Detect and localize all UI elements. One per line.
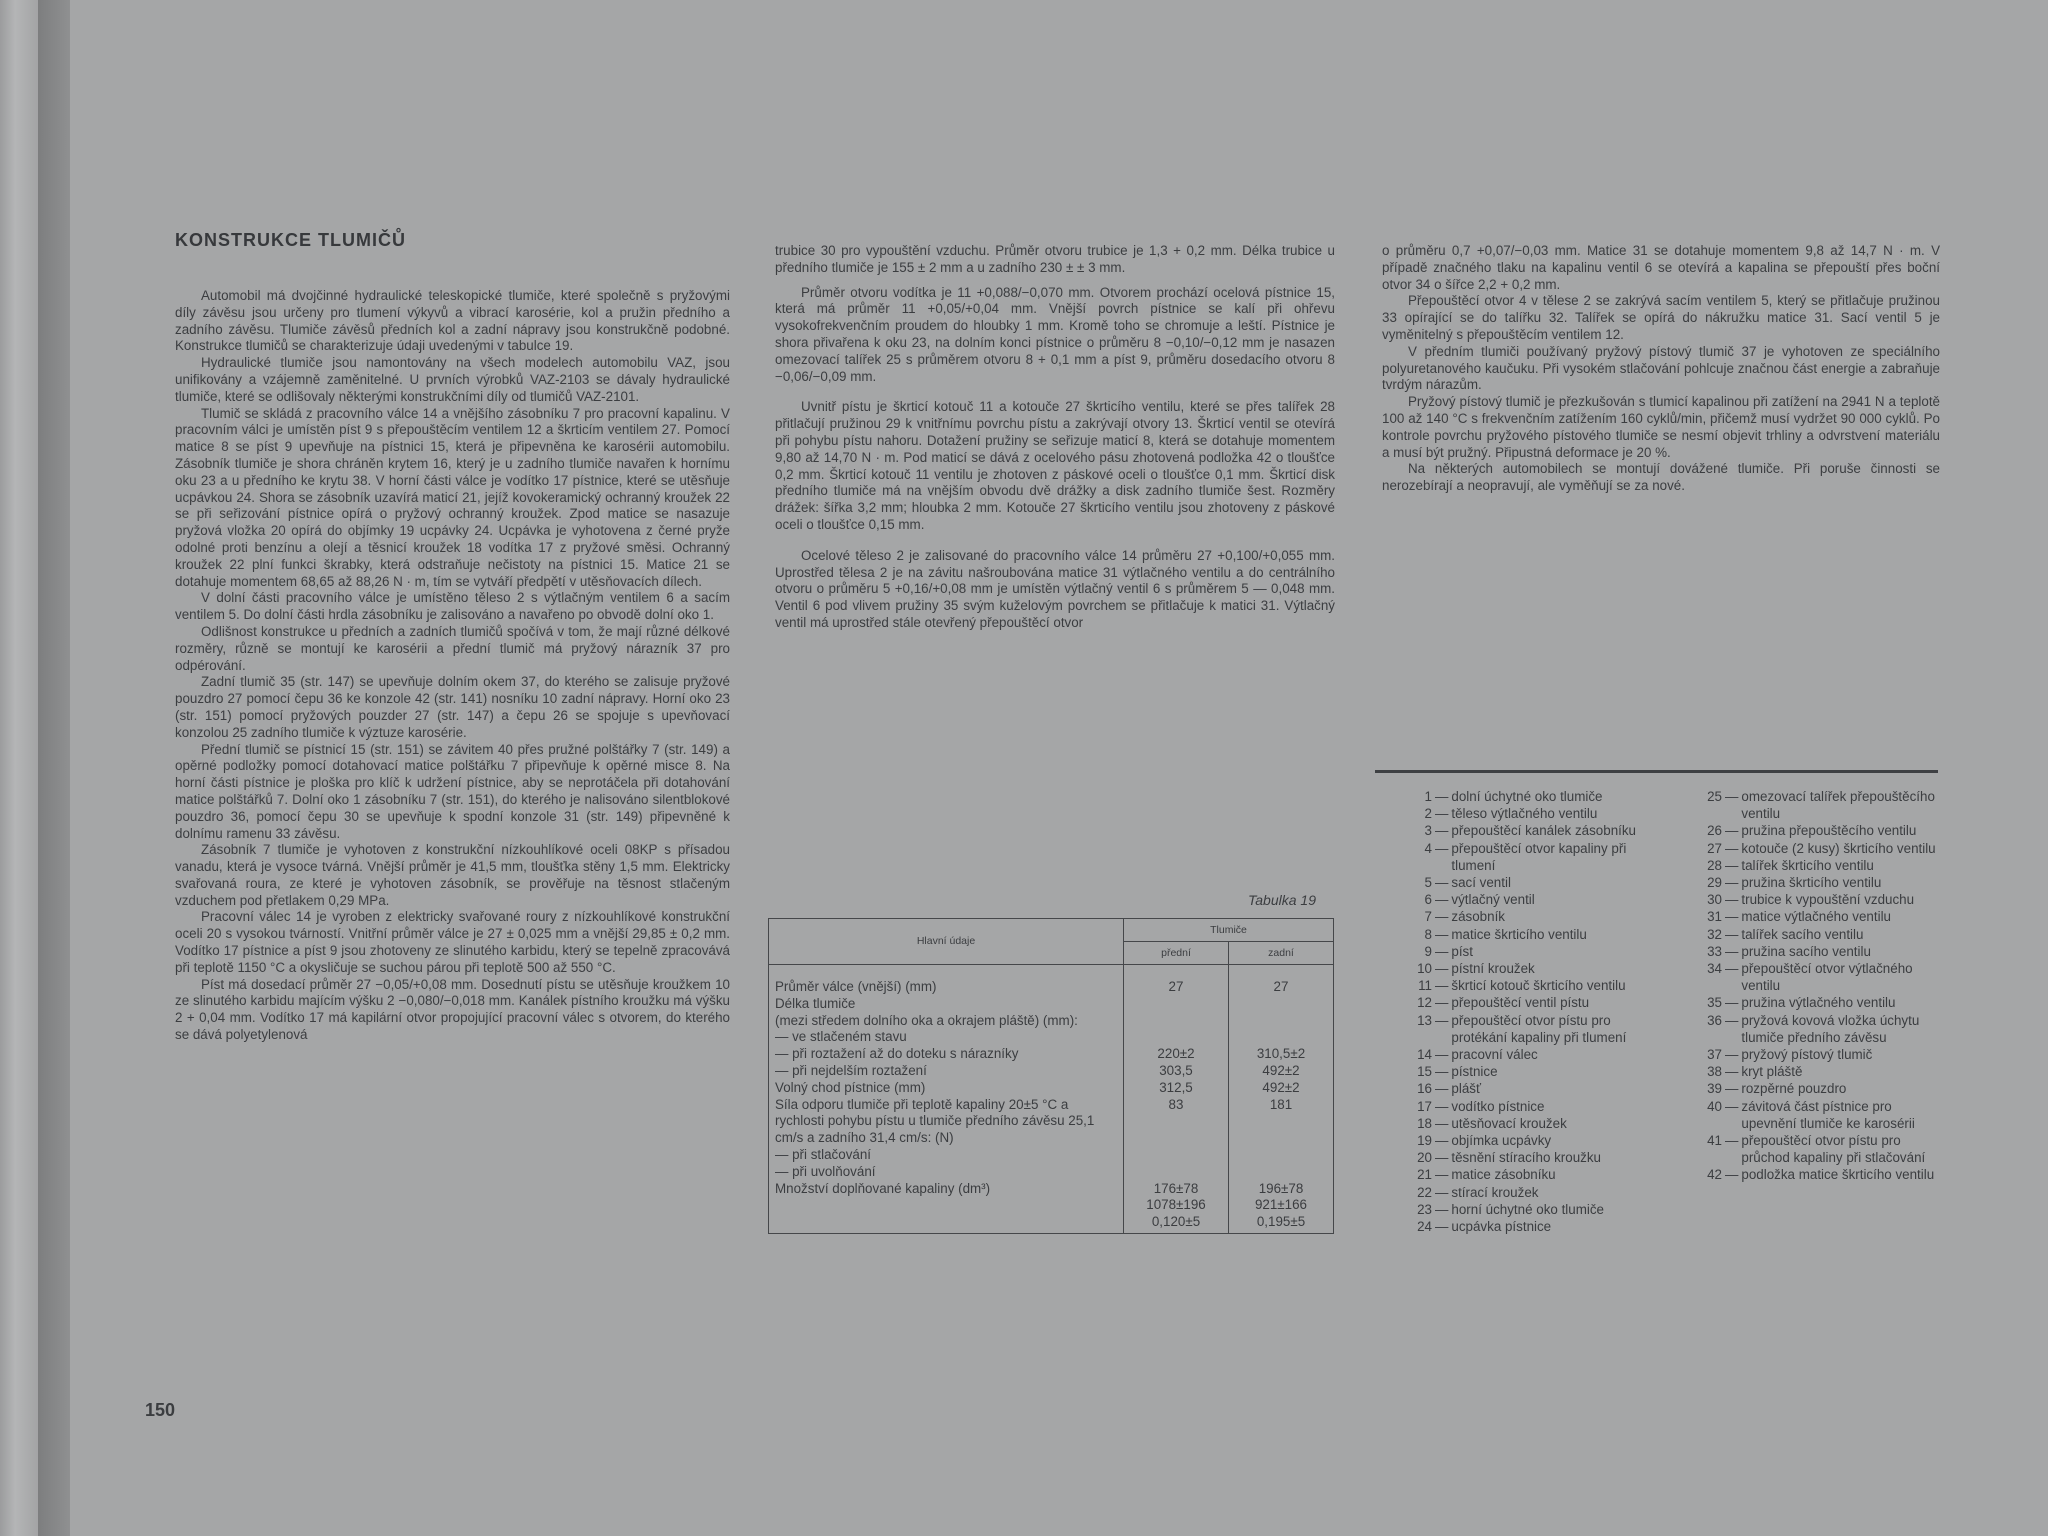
legend-item: [1370, 1166, 1655, 1183]
legend-dash: —: [1725, 926, 1739, 942]
legend-item: [1370, 788, 1655, 805]
legend-item: [1370, 1149, 1655, 1166]
legend-number: 7: [1424, 909, 1432, 925]
legend-number: 32: [1707, 926, 1722, 942]
legend-item: [1660, 788, 1942, 822]
legend-dash: —: [1435, 961, 1449, 977]
legend-item: [1370, 1063, 1655, 1080]
legend-item: [1660, 943, 1942, 960]
legend-right: [1660, 788, 1942, 1184]
legend-item: [1660, 891, 1942, 908]
legend-item: [1370, 994, 1655, 1011]
legend-number: 12: [1417, 995, 1432, 1011]
table-caption: Tabulka 19: [1248, 892, 1316, 908]
legend-dash: —: [1725, 1167, 1739, 1183]
page-number: 150: [145, 1400, 176, 1420]
legend-description: kryt pláště: [1741, 1064, 1803, 1080]
legend-number: 23: [1417, 1201, 1432, 1217]
legend-dash: —: [1725, 875, 1739, 891]
legend-item: [1660, 1046, 1942, 1063]
legend-description: stírací kroužek: [1451, 1184, 1539, 1200]
legend-number: 2: [1424, 806, 1432, 822]
data-table: [768, 918, 1334, 1234]
legend-number: 28: [1707, 857, 1722, 873]
legend-item: [1660, 1166, 1942, 1183]
legend-item: [1660, 1080, 1942, 1097]
legend-number: 29: [1707, 875, 1722, 891]
legend-dash: —: [1435, 995, 1449, 1011]
legend-number: 20: [1417, 1150, 1432, 1166]
legend-description: píst: [1451, 943, 1473, 959]
legend-item: [1370, 840, 1655, 874]
legend-item: [1370, 1012, 1655, 1046]
legend-number: 38: [1707, 1064, 1722, 1080]
legend-item: [1370, 1218, 1655, 1235]
legend-item: [1370, 943, 1655, 960]
legend-dash: —: [1435, 1064, 1449, 1080]
text-column-2: [775, 243, 1335, 632]
legend-number: 6: [1424, 892, 1432, 908]
legend-item: [1660, 822, 1942, 839]
legend-dash: —: [1435, 840, 1449, 856]
legend-dash: —: [1435, 1047, 1449, 1063]
legend-description: těsnění stíracího kroužku: [1451, 1150, 1601, 1166]
legend-dash: —: [1435, 1012, 1449, 1028]
legend-number: 40: [1707, 1098, 1722, 1114]
legend-number: 9: [1424, 943, 1432, 959]
legend-dash: —: [1435, 943, 1449, 959]
legend-dash: —: [1435, 926, 1449, 942]
legend-number: 33: [1707, 943, 1722, 959]
legend-number: 24: [1417, 1219, 1432, 1235]
legend-description: přepouštěcí ventil pístu: [1451, 995, 1590, 1011]
paragraph: Pryžový pístový tlumič je přezkušován s tlumicí kapalinou při zatížení na 2941 N a teplotě 100 až 140 °C s frekvenčním zatížením 160 cyklů/min, přičemž musí vydržet 90 000 cyklů. Po kontrole povrchu pryžového pístového tlumiče se nesmí objevit trhliny a odvrstvení materiálu a musí být pružný. Připustná deformace je 20 %.: [1382, 394, 1940, 460]
legend-number: 25: [1707, 789, 1722, 804]
legend-item: [1370, 822, 1655, 839]
legend-number: 14: [1417, 1047, 1432, 1063]
legend-description: trubice k vypouštění vzduchu: [1741, 892, 1915, 908]
legend-dash: —: [1435, 1133, 1449, 1149]
legend-description: pracovní válec: [1451, 1047, 1538, 1063]
legend-number: 19: [1417, 1133, 1432, 1149]
legend-number: 1: [1424, 789, 1432, 804]
table-header-front: přední: [1124, 942, 1229, 965]
legend-number: 36: [1707, 1012, 1722, 1028]
table-row: [769, 965, 1334, 1234]
table-cell-label: Průměr válce (vnější) (mm) Délka tlumiče (mezi středem dolního oka a okrajem pláště) (mm): — ve stlačeném stavu — při roztažení až do doteku s nárazníky — při nejdelším roztažení Volný chod pístnice (mm) Síla odporu tlumiče při teplotě kapaliny 20±5 °C a rychlosti pohybu pístu u tlumiče předního závěsu 25,1 cm/s a zadního 31,4 cm/s: (N) — při stlačování — při uvolňování Množství doplňované kapaliny (dm³): [769, 965, 1124, 1234]
legend-dash: —: [1435, 875, 1449, 891]
legend-number: 16: [1417, 1081, 1432, 1097]
legend-number: 30: [1707, 892, 1722, 908]
legend-description: přepouštěcí otvor kapaliny při tlumení: [1451, 840, 1627, 873]
legend-dash: —: [1725, 840, 1739, 856]
legend-item: [1370, 1046, 1655, 1063]
legend-description: horní úchytné oko tlumiče: [1451, 1201, 1604, 1217]
legend-number: 18: [1417, 1115, 1432, 1131]
legend-description: plášť: [1451, 1081, 1481, 1097]
legend-dash: —: [1725, 1064, 1739, 1080]
legend-divider: [1375, 770, 1938, 773]
legend-description: podložka matice škrticího ventilu: [1741, 1167, 1935, 1183]
legend-dash: —: [1725, 1047, 1739, 1063]
legend-dash: —: [1435, 1081, 1449, 1097]
legend-dash: —: [1725, 909, 1739, 925]
paragraph: Přední tlumič se pístnicí 15 (str. 151) se závitem 40 přes pružné polštářky 7 (str. 149) a opěrné podložky pomocí dotahovací matice polštářku 7 připevňuje k opěrné misce 8. Na horní části pístnice je ploška pro klíč k udržení pístnice, aby se neprotáčela při dotahování matice polštářků 7. Dolní oko 1 zásobníku 7 (str. 151), do kterého je nalisováno silentblokové pouzdro 36, pomocí čepu 30 se upevňuje k spodní konzole 31 (str. 149) připevněné k dolnímu ramenu 33 závěsu.: [175, 741, 730, 841]
legend-dash: —: [1725, 823, 1739, 839]
legend-dash: —: [1435, 1150, 1449, 1166]
legend-item: [1370, 1184, 1655, 1201]
legend-item: [1660, 1098, 1942, 1132]
section-title: KONSTRUKCE TLUMIČŮ: [175, 230, 406, 250]
legend-item: [1370, 1115, 1655, 1132]
paragraph: Uvnitř pístu je škrticí kotouč 11 a kotouče 27 škrticího ventilu, které se přes talířek 28 přitlačují pružinou 29 k vnitřnímu povrchu pístu a zakrývají otvory 13. Škrticí ventil se otevírá při pohybu pístu nahoru. Dotažení pružiny se seřizuje maticí 8, která se dotahuje momentem 9,80 až 14,70 N · m. Pod maticí se dává z ocelového pásu zhotovená podložka 42 o tloušťce 0,2 mm. Škrticí kotouč 11 ventilu je zhotoven z páskové oceli o tloušťce 0,1 mm. Škrticí disk předního tlumiče má na vnějším obvodu dvě drážky a disk zadního tlumiče šest. Rozměry drážek: šířka 3,2 mm; hloubka 2 mm. Kotouče 27 škrticího ventilu jsou zhotoveny z páskové oceli o tloušťce 0,15 mm.: [775, 399, 1335, 532]
legend-description: dolní úchytné oko tlumiče: [1451, 789, 1603, 804]
legend-dash: —: [1725, 1081, 1739, 1097]
legend-item: [1660, 926, 1942, 943]
legend-number: 42: [1707, 1167, 1722, 1183]
legend-description: přepouštěcí otvor pístu pro protékání kapaliny při tlumení: [1451, 1012, 1627, 1045]
legend-item: [1660, 994, 1942, 1011]
legend-item: [1370, 1132, 1655, 1149]
legend-number: 35: [1707, 995, 1722, 1011]
legend-left: [1370, 788, 1655, 1235]
paragraph: o průměru 0,7 +0,07/−0,03 mm. Matice 31 se dotahuje momentem 9,8 až 14,7 N · m. V případě značného tlaku na kapalinu ventil 6 se otevírá a kapalina se přepouští přes boční otvor 34 o šířce 2,2 + 0,2 mm.: [1382, 243, 1940, 292]
legend-number: 4: [1424, 840, 1432, 856]
legend-dash: —: [1435, 1115, 1449, 1131]
legend-number: 8: [1424, 926, 1432, 942]
legend-description: rozpěrné pouzdro: [1741, 1081, 1847, 1097]
legend-description: škrticí kotouč škrticího ventilu: [1451, 978, 1626, 994]
legend-item: [1370, 805, 1655, 822]
paragraph: Odlišnost konstrukce u předních a zadních tlumičů spočívá v tom, že mají různé délkové rozměry, různě se montují ke karosérii a přední tlumič má pryžový nárazník 37 pro odpérování.: [175, 623, 730, 673]
legend-item: [1370, 960, 1655, 977]
legend-item: [1660, 960, 1942, 994]
legend-item: [1660, 874, 1942, 891]
text-column-3: [1382, 243, 1940, 495]
legend-number: 11: [1418, 978, 1432, 994]
legend-number: 15: [1417, 1064, 1432, 1080]
legend-dash: —: [1725, 857, 1739, 873]
legend-item: [1370, 1098, 1655, 1115]
legend-dash: —: [1725, 995, 1739, 1011]
legend-description: vodítko pístnice: [1451, 1098, 1545, 1114]
legend-item: [1660, 840, 1942, 857]
legend-description: ucpávka pístnice: [1451, 1219, 1552, 1235]
legend-description: pružina přepouštěcího ventilu: [1741, 823, 1917, 839]
legend-dash: —: [1435, 806, 1449, 822]
legend-dash: —: [1435, 1184, 1449, 1200]
table-header-rear: zadní: [1229, 942, 1334, 965]
legend-description: talířek sacího ventilu: [1741, 926, 1864, 942]
legend-item: [1660, 857, 1942, 874]
legend-description: přepouštěcí otvor pístu pro průchod kapaliny při stlačování: [1741, 1133, 1926, 1166]
legend-dash: —: [1725, 1098, 1739, 1114]
table-cell-front: 27 220±2 303,5 312,5 83 176±78 1078±196 0,120±5: [1124, 965, 1229, 1234]
paragraph: trubice 30 pro vypouštění vzduchu. Průměr otvoru trubice je 1,3 + 0,2 mm. Délka trubice u předního tlumiče je 155 ± 2 mm a u zadního 230 ± ± 3 mm.: [775, 243, 1335, 275]
paragraph: Ocelové těleso 2 je zalisované do pracovního válce 14 průměru 27 +0,100/+0,055 mm. Uprostřed tělesa 2 je na závitu našroubována matice 31 výtlačného ventilu a do centrálního otvoru o průměru 5 +0,16/+0,08 mm je umístěn výtlačný ventil 6 s průměrem 5 — 0,048 mm. Ventil 6 pod vlivem pružiny 35 svým kuželovým povrchem se přitlačuje k matici 31. Výtlačný ventil má uprostřed stále otevřený přepouštěcí otvor: [775, 547, 1335, 630]
legend-number: 41: [1707, 1133, 1722, 1149]
legend-number: 31: [1707, 909, 1722, 925]
paragraph: V předním tlumiči používaný pryžový pístový tlumič 37 je vyhotoven ze speciálního polyuretanového kaučuku. Při vysokém stlačování pohlcuje značnou část energie a zabraňuje tvrdým nárazům.: [1382, 343, 1940, 393]
legend-item: [1660, 1063, 1942, 1080]
legend-number: 5: [1424, 875, 1432, 891]
legend-dash: —: [1725, 1012, 1739, 1028]
legend-item: [1370, 926, 1655, 943]
legend-description: výtlačný ventil: [1451, 892, 1535, 908]
legend-dash: —: [1435, 1219, 1449, 1235]
legend-item: [1660, 908, 1942, 925]
paragraph: V dolní části pracovního válce je umístěno těleso 2 s výtlačným ventilem 6 a sacím ventilem 5. Do dolní části hrdla zásobníku je zalisováno a navařeno po obvodě dolní oko 1.: [175, 590, 730, 623]
legend-description: kotouče (2 kusy) škrticího ventilu: [1741, 840, 1936, 856]
legend-description: objímka ucpávky: [1451, 1133, 1552, 1149]
legend-description: matice výtlačného ventilu: [1741, 909, 1891, 925]
legend-dash: —: [1435, 909, 1449, 925]
legend-number: 10: [1417, 961, 1432, 977]
legend-description: pružina sacího ventilu: [1741, 943, 1871, 959]
legend-dash: —: [1725, 961, 1739, 977]
legend-dash: —: [1725, 892, 1739, 908]
paragraph: Na některých automobilech se montují dovážené tlumiče. Při poruše činnosti se nerozebírají a neopravují, ale vyměňují se za nové.: [1382, 461, 1940, 494]
legend-dash: —: [1435, 1167, 1449, 1183]
legend-description: pryžová kovová vložka úchytu tlumiče předního závěsu: [1741, 1012, 1920, 1045]
legend-dash: —: [1725, 1133, 1739, 1149]
legend-item: [1370, 891, 1655, 908]
legend-item: [1370, 1080, 1655, 1097]
legend-number: 22: [1417, 1184, 1432, 1200]
legend-item: [1660, 1012, 1942, 1046]
legend-description: omezovací talířek přepouštěcího ventilu: [1741, 789, 1935, 822]
table-header-group: Tlumiče: [1124, 919, 1334, 942]
table-header-main: Hlavní údaje: [769, 919, 1124, 965]
legend-dash: —: [1435, 789, 1449, 804]
paragraph: Přepouštěcí otvor 4 v tělese 2 se zakrývá sacím ventilem 5, který se přitlačuje pružinou 33 opírající se do talířku 32. Talířek se opírá do nákružku matice 31. Sací ventil 5 je vyměnitelný s přepouštěcím ventilem 12.: [1382, 293, 1940, 342]
legend-item: [1370, 1201, 1655, 1218]
page-gutter: [38, 0, 70, 1536]
legend-item: [1370, 977, 1655, 994]
legend-number: 3: [1424, 823, 1432, 839]
legend-number: 21: [1417, 1167, 1432, 1183]
legend-description: pružina výtlačného ventilu: [1741, 995, 1896, 1011]
legend-description: pístnice: [1451, 1064, 1498, 1080]
legend-dash: —: [1725, 789, 1739, 804]
paragraph: Pracovní válec 14 je vyroben z elektricky svařované roury z nízkouhlíkové konstrukční oceli 20 s vysokou tvárností. Vnitřní průměr válce je 27 ± 0,025 mm a vnější 29,85 ± 0,2 mm. Vodítko 17 pístnice a píst 9 jsou zhotoveny ze slinutého karbidu, který se tepelně zpracovává při teplotě 1150 °C a okysličuje se suchou párou při teplotě 500 až 550 °C.: [175, 909, 730, 975]
legend-number: 13: [1417, 1012, 1432, 1028]
paragraph: Píst má dosedací průměr 27 −0,05/+0,08 mm. Dosednutí pístu se utěsňuje kroužkem 10 ze slinutého karbidu majícím výšku 2 −0,080/−0,018 mm. Kanálek pístního kroužku má výšku 2 + 0,04 mm. Vodítko 17 má kapilární otvor propojující pracovní válec s otvorem, do kterého se dává polyetylenová: [175, 976, 730, 1043]
legend-description: přepouštěcí kanálek zásobníku: [1451, 823, 1637, 839]
text-column-1: [175, 288, 730, 1044]
legend-item: [1370, 908, 1655, 925]
legend-description: zásobník: [1451, 909, 1505, 925]
legend-dash: —: [1725, 943, 1739, 959]
paragraph: Zásobník 7 tlumiče je vyhotoven z konstrukční nízkouhlíkové oceli 08KP s přísadou vanadu, která je vysoce tvárná. Vnější průměr je 41,5 mm, tloušťka stěny 1,5 mm. Elektricky svařovaná roura, ze které je vyhotoven zásobník, se prověřuje na těsnost stlačeným vzduchem pod přetlakem 0,29 MPa.: [175, 842, 730, 908]
paragraph: Automobil má dvojčinné hydraulické teleskopické tlumiče, které společně s pryžovými díly závěsu jsou určeny pro tlumení výkyvů a vibrací karosérie, kol a pružin předního a zadního závěsu. Tlumiče závěsů předních kol a zadní nápravy jsou konstrukčně podobné. Konstrukce tlumičů se charakterizuje údaji uvedenými v tabulce 19.: [175, 288, 730, 354]
legend-description: pryžový pístový tlumič: [1741, 1047, 1873, 1063]
legend-description: pružina škrticího ventilu: [1741, 875, 1882, 891]
legend-description: přepouštěcí otvor výtlačného ventilu: [1741, 961, 1913, 994]
legend-number: 26: [1707, 823, 1722, 839]
legend-description: matice škrticího ventilu: [1451, 926, 1587, 942]
legend-description: pístní kroužek: [1451, 961, 1535, 977]
paragraph: Průměr otvoru vodítka je 11 +0,088/−0,070 mm. Otvorem prochází ocelová pístnice 15, která má průměr 11 +0,05/+0,04 mm. Vnější povrch pístnice se kalí při ohřevu vysokofrekvenčním proudem do hloubky 1 mm. Kromě toho se chromuje a leští. Pístnice je shora přivařena k oku 23, na dolním konci pístnice o průměru 8 −0,10/−0,12 mm je nasazen omezovací talířek 25 s průměrem otvoru 8 + 0,1 mm a píst 9, průměru dosedacího otvoru 8 −0,06/−0,09 mm.: [775, 284, 1335, 384]
legend-number: 17: [1417, 1098, 1432, 1114]
book-binding: [0, 0, 38, 1536]
legend-description: sací ventil: [1451, 875, 1511, 891]
paragraph: Hydraulické tlumiče jsou namontovány na všech modelech automobilu VAZ, jsou unifikovány a vzájemně zaměnitelné. U prvních výrobků VAZ-2103 se dávaly hydraulické tlumiče, které se odlišovaly některými konstrukčními díly od tlumičů VAZ-2101.: [175, 355, 730, 404]
legend-description: matice zásobníku: [1451, 1167, 1556, 1183]
legend-item: [1660, 1132, 1942, 1166]
legend-description: talířek škrticího ventilu: [1741, 857, 1874, 873]
legend-dash: —: [1435, 892, 1449, 908]
legend-number: 39: [1707, 1081, 1722, 1097]
legend-number: 37: [1707, 1047, 1722, 1063]
legend-dash: —: [1435, 823, 1449, 839]
legend-description: utěsňovací kroužek: [1451, 1115, 1567, 1131]
table-cell-rear: 27 310,5±2 492±2 492±2 181 196±78 921±166 0,195±5: [1229, 965, 1334, 1234]
legend-number: 27: [1707, 840, 1722, 856]
legend-number: 34: [1707, 961, 1722, 977]
legend-description: závitová část pístnice pro upevnění tlumiče ke karosérii: [1741, 1098, 1915, 1131]
legend-dash: —: [1435, 978, 1449, 994]
paragraph: Zadní tlumič 35 (str. 147) se upevňuje dolním okem 37, do kterého se zalisuje pryžové pouzdro 27 pomocí čepu 36 ke konzole 42 (str. 141) nosníku 10 zadní nápravy. Horní oko 23 (str. 151) pomocí pryžových pouzder 27 (str. 147) a čepu 26 se spojuje s upevňovací konzolou 25 zadního tlumiče k výztuze karosérie.: [175, 674, 730, 740]
paragraph: Tlumič se skládá z pracovního válce 14 a vnějšího zásobníku 7 pro pracovní kapalinu. V pracovním válci je umístěn píst 9 s přepouštěcím ventilem 12 a škrticím ventilem 27. Pomocí matice 8 se píst 9 upevňuje na pístnici 15, která je připevněna ke karosérii automobilu. Zásobník tlumiče je shora chráněn krytem 16, který je u zadního tlumiče navařen k hornímu oku 23 a u předního ke krytu 38. V horní části válce je vodítko 17 pístnice, které se utěsňuje ucpávkou 24. Shora se zásobník uzavírá maticí 21, jejíž kovokeramický ochranný kroužek 22 se při seřizování pístnice opírá o pryžový ochranný kroužek. Zpod matice se nasazuje pryžová vložka 20 opírá do objímky 19 ucpávky 24. Ucpávka je vyhotovena z černé pryže odolné proti benzínu a olejí a těsnicí kroužek 18 vodítka 17 z pryžové směsi. Ochranný kroužek 22 plní funkci škrabky, která odstraňuje nečistoty na pístnici 15. Matice 21 se dotahuje momentem 68,65 až 88,26 N · m, tím se vytváří předpětí v utěsňovacích dílech.: [175, 405, 730, 589]
legend-dash: —: [1435, 1098, 1449, 1114]
legend-description: těleso výtlačného ventilu: [1451, 806, 1598, 822]
legend-item: [1370, 874, 1655, 891]
legend-dash: —: [1435, 1201, 1449, 1217]
